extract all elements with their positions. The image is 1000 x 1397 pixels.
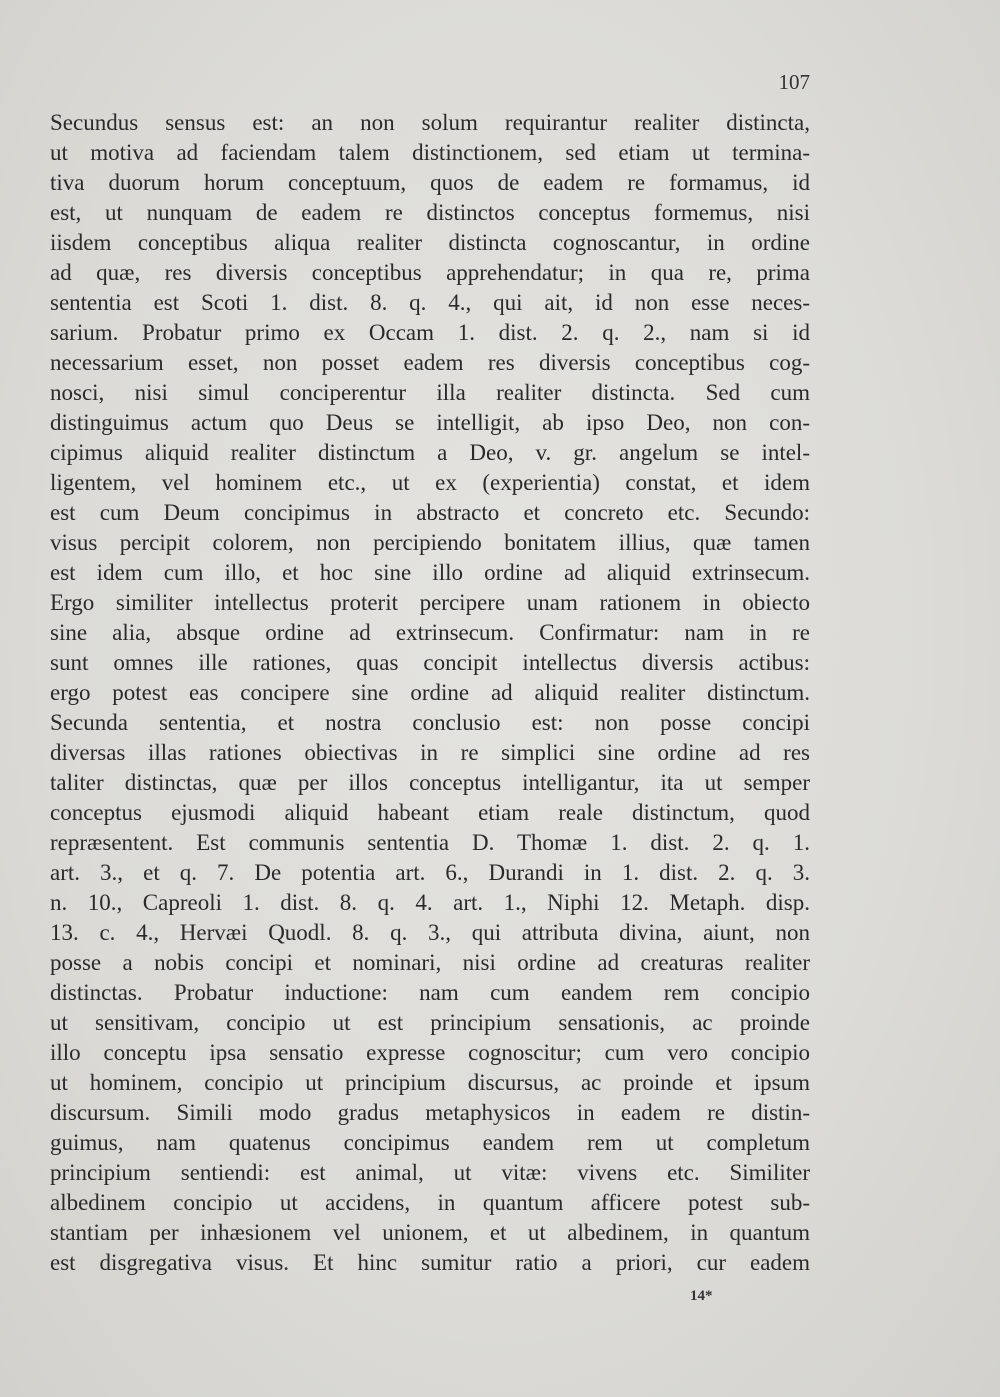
page-number: 107 xyxy=(778,70,810,94)
text-line: cipimus aliquid realiter distinctum a Deo, v. gr. angelum se intel- xyxy=(50,440,810,465)
text-line: ut sensitivam, concipio ut est principium sensationis, ac proinde xyxy=(50,1010,810,1035)
text-line: 13. c. 4., Hervæi Quodl. 8. q. 3., qui attributa divina, aiunt, non xyxy=(50,920,810,945)
text-line: tiva duorum horum conceptuum, quos de eadem re formamus, id xyxy=(50,170,810,195)
body-text xyxy=(50,108,810,1278)
text-line: guimus, nam quatenus concipimus eandem rem ut completum xyxy=(50,1130,810,1155)
text-line: nosci, nisi simul conciperentur illa realiter distincta. Sed cum xyxy=(50,380,810,405)
text-line: posse a nobis concipi et nominari, nisi ordine ad creaturas realiter xyxy=(50,950,810,975)
text-line: ad quæ, res diversis conceptibus apprehendatur; in qua re, prima xyxy=(50,260,810,285)
text-line: est, ut nunquam de eadem re distinctos conceptus formemus, nisi xyxy=(50,200,810,225)
text-line: distinctas. Probatur inductione: nam cum eandem rem concipio xyxy=(50,980,810,1005)
text-line: stantiam per inhæsionem vel unionem, et ut albedinem, in quantum xyxy=(50,1220,810,1245)
text-line: taliter distinctas, quæ per illos conceptus intelligantur, ita ut semper xyxy=(50,770,810,795)
text-line: albedinem concipio ut accidens, in quantum afficere potest sub- xyxy=(50,1190,810,1215)
text-line: est disgregativa visus. Et hinc sumitur ratio a priori, cur eadem xyxy=(50,1250,810,1275)
text-line: diversas illas rationes obiectivas in re simplici sine ordine ad res xyxy=(50,740,810,765)
text-line: principium sentiendi: est animal, ut vitæ: vivens etc. Similiter xyxy=(50,1160,810,1185)
text-line: est idem cum illo, et hoc sine illo ordine ad aliquid extrinsecum. xyxy=(50,560,810,585)
text-line: n. 10., Capreoli 1. dist. 8. q. 4. art. 1., Niphi 12. Metaph. disp. xyxy=(50,890,810,915)
text-line: ut motiva ad faciendam talem distinctionem, sed etiam ut termina- xyxy=(50,140,810,165)
text-line: art. 3., et q. 7. De potentia art. 6., Durandi in 1. dist. 2. q. 3. xyxy=(50,860,810,885)
text-line: conceptus ejusmodi aliquid habeant etiam reale distinctum, quod xyxy=(50,800,810,825)
text-line: ergo potest eas concipere sine ordine ad aliquid realiter distinctum. xyxy=(50,680,810,705)
text-line: distinguimus actum quo Deus se intelligit, ab ipso Deo, non con- xyxy=(50,410,810,435)
text-line: Secunda sententia, et nostra conclusio est: non posse concipi xyxy=(50,710,810,735)
text-line: sententia est Scoti 1. dist. 8. q. 4., qui ait, id non esse neces- xyxy=(50,290,810,315)
text-line: iisdem conceptibus aliqua realiter distincta cognoscantur, in ordine xyxy=(50,230,810,255)
text-line: sine alia, absque ordine ad extrinsecum. Confirmatur: nam in re xyxy=(50,620,810,645)
text-line: sunt omnes ille rationes, quas concipit intellectus diversis actibus: xyxy=(50,650,810,675)
text-line: illo conceptu ipsa sensatio expresse cognoscitur; cum vero concipio xyxy=(50,1040,810,1065)
text-line: discursum. Simili modo gradus metaphysicos in eadem re distin- xyxy=(50,1100,810,1125)
signature-mark: 14* xyxy=(690,1288,713,1304)
text-line: ligentem, vel hominem etc., ut ex (experientia) constat, et idem xyxy=(50,470,810,495)
text-line: sarium. Probatur primo ex Occam 1. dist. 2. q. 2., nam si id xyxy=(50,320,810,345)
text-line: ut hominem, concipio ut principium discursus, ac proinde et ipsum xyxy=(50,1070,810,1095)
text-line: repræsentent. Est communis sententia D. Thomæ 1. dist. 2. q. 1. xyxy=(50,830,810,855)
text-line: Ergo similiter intellectus proterit percipere unam rationem in obiecto xyxy=(50,590,810,615)
text-line: visus percipit colorem, non percipiendo bonitatem illius, quæ tamen xyxy=(50,530,810,555)
text-line: necessarium esset, non posset eadem res diversis conceptibus cog- xyxy=(50,350,810,375)
text-line: Secundus sensus est: an non solum requirantur realiter distincta, xyxy=(50,110,810,135)
text-line: est cum Deum concipimus in abstracto et concreto etc. Secundo: xyxy=(50,500,810,525)
